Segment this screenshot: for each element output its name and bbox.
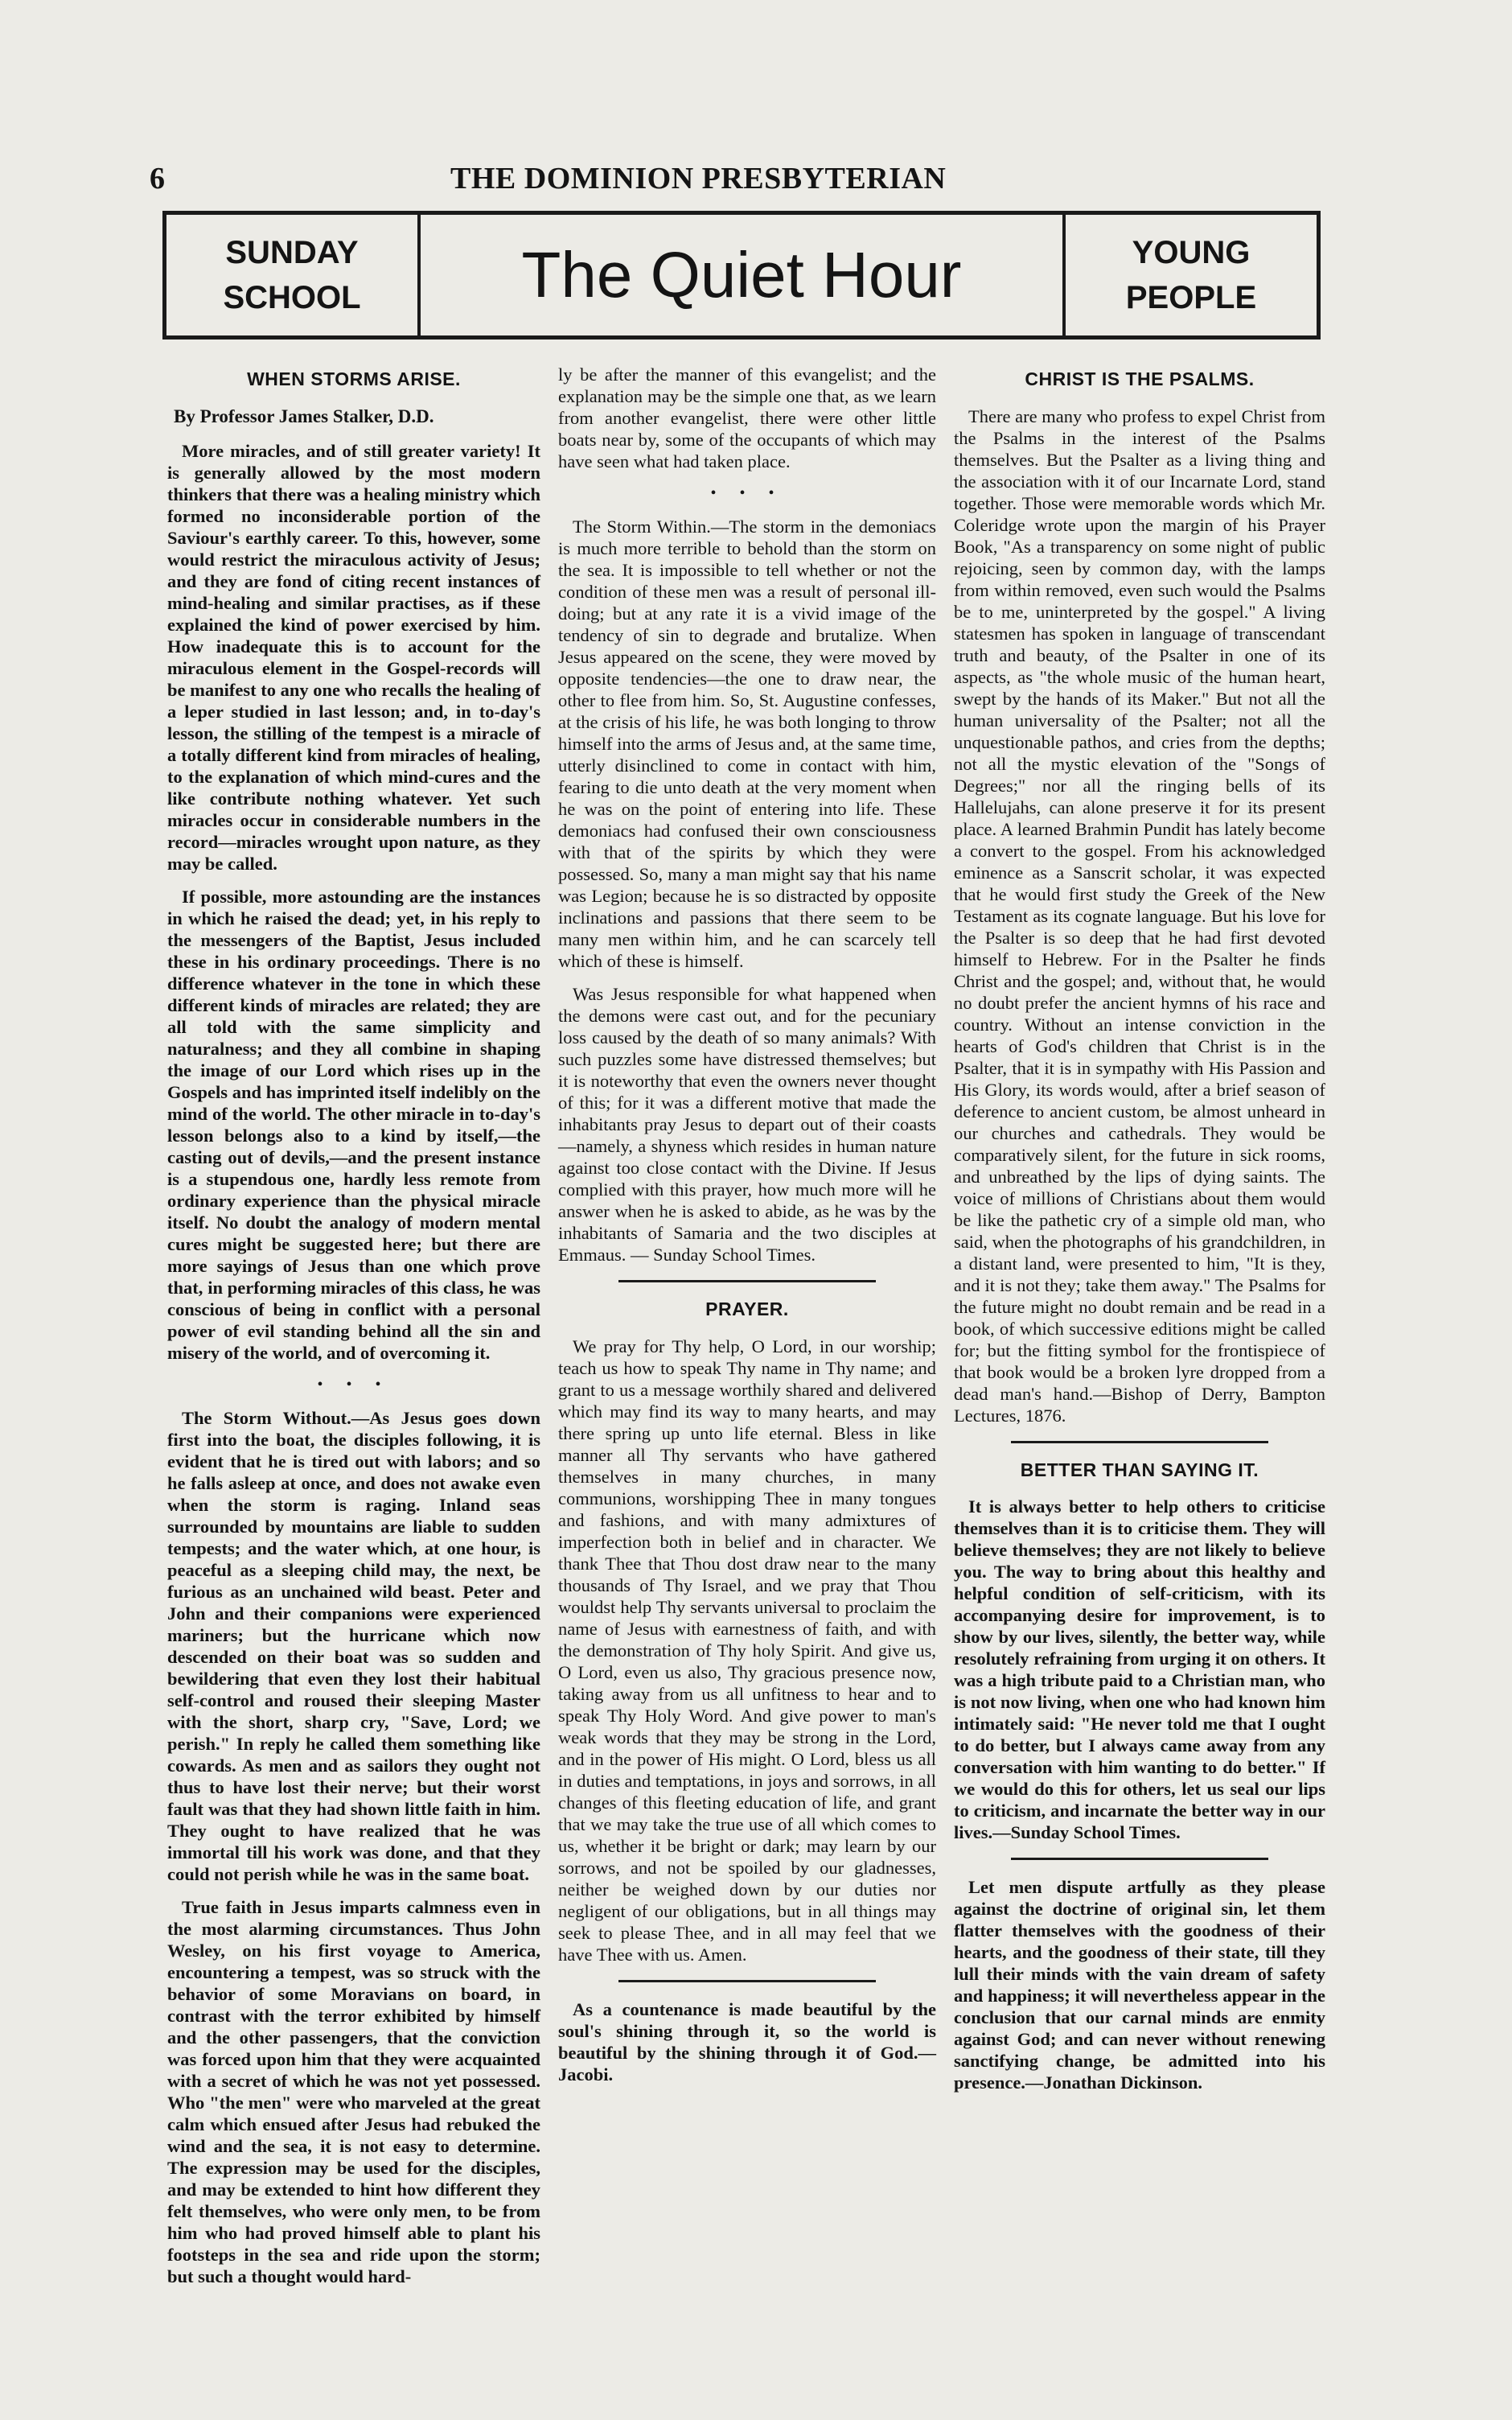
masthead-title: The Quiet Hour xyxy=(521,239,962,311)
storms-paragraph-1: More miracles, and of still greater variety! It is generally allowed by the most modern thinkers that there was a healing ministry which formed no inconsiderable portion of the Saviour's earthly career. To this, however, some would restrict the miraculous activity of Jesus; and they are fond of citing recent instances of mind-healing and similar practises, as if these explained the kind of power exercised by him. How inadequate this is to account for the miraculous element in the Gospel-records will be manifest to any one who recalls the healing of a leper studied in last lesson; and, in to-day's lesson, the stilling of the tempest is a miracle of a totally different kind from miracles of healing, to the explanation of which mind-cures and the like contribute nothing whatever. Yet such miracles occur in considerable numbers in the record—miracles wrought upon nature, as they may be called. xyxy=(167,441,540,875)
countenance-quote: As a countenance is made beautiful by the soul's shining through it, so the world is beautiful by the shining through it of God.—Jacobi. xyxy=(558,1998,936,2085)
article-title-storms: WHEN STORMS ARISE. xyxy=(247,368,461,389)
prayer-body: We pray for Thy help, O Lord, in our worship; teach us how to speak Thy name in Thy name; and grant to us a message worthily shared and delivered which may find its way to many hearts, and may there spring up unto life eternal. Bless in like manner all Thy servants who have gathered themselves in many churches, in many communions, worshipping Thee in many tongues and fashions, and with many admixtures of imperfection both in belief and in character. We thank Thee that Thou dost draw near to the many thousands of Thy Israel, and we pray that Thou wouldst help Thy servants universal to proclaim the name of Jesus with earnestness of faith, and with the demonstration of Thy holy Spirit. And give us, O Lord, even us also, Thy gracious presence now, taking away from us all unfitness to hear and to speak Thy Holy Word. And give power to man's weak words that they may be strong in the Lord, and in the power of His might. O Lord, bless us all in duties and temptations, in joys and sorrows, in all changes of this fleeting education of life, and grant that we may take the true use of all which comes to us, whether it be bright or dark; may learn by our sorrows, and not be spoiled by our gladnesses, neither be weighed down by our duties nor negligent of our obligations, but in all things may seek to please Thee, and in all may feel that we have Thee with us. Amen. xyxy=(558,1336,936,1965)
masthead xyxy=(162,211,1321,340)
column-2 xyxy=(558,364,936,2097)
divider-rule xyxy=(1011,1858,1268,1860)
divider-rule xyxy=(618,1980,876,1982)
storms-paragraph-3: The Storm Without.—As Jesus goes down first into the boat, the disciples following, it is evident that he is tired out with labors; and so he falls asleep at once, and does not awake even when the storm is raging. Inland seas surrounded by mountains are liable to sudden tempests; and the water which, at one hour, is peaceful as a sleeping child may, the next, be furious as an unchained wild beast. Peter and John and their companions were experienced mariners; but the hurricane which now descended on their boat was so sudden and bewildering that even they lost their habitual self-control and roused their sleeping Master with the short, sharp cry, "Save, Lord; we perish." In reply he called them something like cowards. As men and as sailors they ought not thus to have lost their nerve; but their worst fault was that they had shown little faith in him. They ought to have realized that he was immortal till his work was done, and that they could not perish while he was in the same boat. xyxy=(167,1408,540,1885)
storms-paragraph-6: The Storm Within.—The storm in the demoniacs is much more terrible to behold than the storm on the sea. It is impossible to tell whether or not the condition of these men was a result of personal ill-doing; but at any rate it is a vivid image of the tendency of sin to degrade and brutalize. When Jesus appeared on the scene, they were moved by opposite tendencies—the one to draw near, the other to flee from him. So, St. Augustine confesses, at the crisis of his life, he was both longing to throw himself into the arms of Jesus and, at the same time, utterly disinclined to come in contact with him, fearing to die unto death at the very moment when he was on the point of entering into life. These demoniacs had confused their own consciousness with that of the spirits by which they were possessed. So, many a man might say that his name was Legion; because he is so distracted by opposite inclinations and passions that there seem to be many men within him, and he can scarcely tell which of these is himself. xyxy=(558,517,936,971)
column-1 xyxy=(167,364,540,2299)
masthead-right-line2: PEOPLE xyxy=(1125,280,1257,315)
masthead-right-box xyxy=(1062,215,1317,335)
publication-title: THE DOMINION PRESBYTERIAN xyxy=(450,162,947,195)
article-byline: By Professor James Stalker, D.D. xyxy=(174,405,434,426)
masthead-left-line1: SUNDAY xyxy=(225,235,359,270)
article-title-prayer: PRAYER. xyxy=(705,1298,789,1319)
psalms-body: There are many who profess to expel Christ from the Psalms in the interest of the Psalms themselves. But the Psalter as a living thing and the association with it of our Incarnate Lord, stand together. Those were memorable words which Mr. Coleridge wrote upon the margin of his Prayer Book, "As a transparency on some night of public rejoicing, seen by common day, with the lamps from within removed, even such would the Psalms be to me, uninterpreted by the gospel." A living statesmen has spoken in language of transcendant truth and beauty, of the Psalter in one of its aspects, as "the whole music of the human heart, swept by the hands of its Maker." But not all the human universality of the Psalter; not all the unquestionable pathos, and cries from the depths; not all the mystic elevation of the "Songs of Degrees;" nor all the ringing bells of its Hallelujahs, can alone preserve it for its present place. A learned Brahmin Pundit has lately become a convert to the gospel. From his acknowledged eminence as a Sanscrit scholar, it was expected that he would first study the Greek of the New Testament as its cognate language. But his love for the Psalter is so deep that he had first devoted himself to Hebrew. For in the Psalter he finds Christ and the gospel; and, without that, he would no doubt prefer the ancient hymns of his race and country. Without an intense conviction in the hearts of God's children that Christ is in the Psalter, that it is in sympathy with His Passion and His Glory, its words would, after a brief season of deference to ancient custom, be almost unheard in our churches and cathedrals. They would be comparatively silent, for the future in sick rooms, and unbreathed by the lips of dying saints. The voice of millions of Christians about them would be like the pathetic cry of a simple old man, who said, when the photographs of his grandchildren, in a distant land, were presented to him, "It is they, and it is not they; take them away." The Psalms for the future might no doubt remain and be read in a book, of which successive editions might be called for; but the fitting symbol for the frontispiece of that book would be a broken lyre dropped from a dead man's hand.—Bishop of Derry, Bampton Lectures, 1876. xyxy=(954,405,1325,1426)
masthead-right-line1: YOUNG xyxy=(1132,235,1251,270)
storms-paragraph-4: True faith in Jesus imparts calmness even in the most alarming circumstances. Thus John Wesley, on his first voyage to America, encountering a tempest, was so struck with the behavior of some Moravians on board, in contrast with the terror exhibited by himself and the other passengers, that the conviction was forced upon him that they were acquainted with a secret of which he was not yet possessed. Who "the men" were who marveled at the great calm which ensued after Jesus had rebuked the wind and the sea, it is not easy to determine. The expression may be used for the disciples, and may be extended to hint how different they felt themselves, who were only men, to be from him who had proved himself able to plant his footsteps in the sea and ride upon the storm; but such a thought would hard- xyxy=(167,1897,540,2287)
masthead-left-box xyxy=(166,215,421,335)
section-divider-stars: • • • xyxy=(710,484,784,502)
column-3 xyxy=(954,364,1325,2105)
dickinson-quote: Let men dispute artfully as they please against the doctrine of original sin, let them flatter themselves with the goodness of their hearts, and the goodness of their state, till they lull their minds with the vain dream of safety and happiness; it will nevertheless appear in the conclusion that our carnal minds are enmity against God; and can never without renewing sanctifying change, be admitted into his presence.—Jonathan Dickinson. xyxy=(954,1877,1325,2093)
article-title-better: BETTER THAN SAYING IT. xyxy=(1020,1459,1259,1480)
section-divider-stars: • • • xyxy=(317,1376,391,1394)
better-body: It is always better to help others to criticise themselves than it is to criticise them. They will believe themselves; they are not likely to believe you. The way to bring about this healthy and helpful condition of self-criticism, with its accompanying desire for improvement, is to show by our lives, silently, the better way, while resolutely refraining from urging it on others. It was a high tribute paid to a Christian man, who is not now living, when one who had known him intimately said: "He never told me that I ought to do better, but I always came away from any conversation with him wanting to do better." If we would do this for others, let us seal our lips to criticism, and incarnate the better way in our lives.—Sunday School Times. xyxy=(954,1496,1325,1843)
masthead-left-line2: SCHOOL xyxy=(223,280,361,315)
storms-paragraph-5: ly be after the manner of this evangelist; and the explanation may be the simple one that, as we learn from another evangelist, there were other little boats near by, some of the occupants of which may have seen what had taken place. xyxy=(558,364,936,471)
divider-rule xyxy=(1011,1441,1268,1443)
storms-paragraph-2: If possible, more astounding are the instances in which he raised the dead; yet, in his reply to the messengers of the Baptist, Jesus included these in his ordinary proceedings. There is no difference whatever in the tone in which these different kinds of miracles are related; they are all told with the same simplicity and naturalness; and they all combine in shaping the image of our Lord which rises up in the Gospels and has imprinted itself indelibly on the mind of the world. The other miracle in to-day's lesson belongs also to a kind by itself,—the casting out of devils,—and the present instance is a stupendous one, hardly less remote from ordinary experience than the physical miracle itself. No doubt the analogy of modern mental cures might be suggested here; but there are more sayings of Jesus than one which prove that, in performing miracles of this class, he was conscious of being in conflict with a personal power of evil standing behind all the sin and misery of the world, and of overcoming it. xyxy=(167,887,540,1364)
page-number: 6 xyxy=(150,162,165,195)
article-title-psalms: CHRIST IS THE PSALMS. xyxy=(1025,368,1255,389)
storms-paragraph-7: Was Jesus responsible for what happened when the demons were cast out, and for the pecuniary loss caused by the death of so many animals? With such puzzles some have distressed themselves; but it is noteworthy that even the owners never thought of this; for it was a different motive that made the inhabitants pray Jesus to depart out of their coasts—namely, a shyness which resides in human nature against too close contact with the Divine. If Jesus complied with this prayer, how much more will he answer when he is asked to abide, as he was by the inhabitants of Samaria and the two disciples at Emmaus. — Sunday School Times. xyxy=(558,984,936,1265)
divider-rule xyxy=(618,1280,876,1282)
